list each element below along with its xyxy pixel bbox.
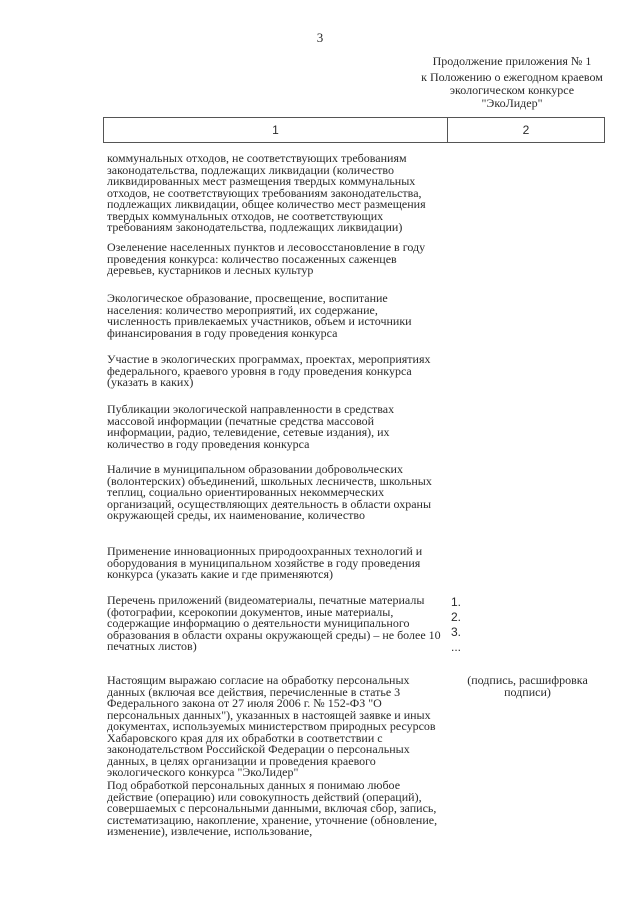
attachment-item-1: 1. <box>451 595 462 609</box>
attachments-list <box>451 595 461 652</box>
appendix-header <box>392 55 632 110</box>
column-header-table <box>103 117 605 143</box>
appendix-regulation-line: к Положению о ежегодном краевом <box>421 70 603 84</box>
paragraph-greening: Озеленение населенных пунктов и лесовосстановление в году проведения конкурса: количество посаженных саженцев деревьев, кустарников и лесных культур <box>107 240 426 277</box>
signature-note: (подпись, расшифровка подписи) <box>467 673 588 699</box>
paragraph-publications: Публикации экологической направленности в средствах массовой информации (печатные средства массовой информации, радио, телевидение, сетевые издания), их количество в году проведения конкурса <box>107 402 395 451</box>
attachment-more: ... <box>451 640 462 654</box>
paragraph-eco-education: Экологическое образование, просвещение, воспитание населения: количество мероприятий, их содержание, численность привлекаемых участников, объем и источники финансирования в году проведения конкурса <box>107 291 412 340</box>
page-number: 3 <box>316 30 324 45</box>
appendix-contest-name: "ЭкоЛидер" <box>481 96 543 110</box>
paragraph-consent: Настоящим выражаю согласие на обработку персональных данных (включая все действия, перечисленные в статье 3 Федерального закона от 27 июля 2006 г. № 152-ФЗ "О персональных данных"), указанных в настоящей заявке и иных документах, используемых министерством природных ресурсов Хабаровского края для их обработки в соответствии с законодательством Российской Федерации о персональных данных, в целях организации и проведения краевого экологического конкурса "ЭкоЛидер" <box>107 673 436 779</box>
attachment-item-2: 2. <box>451 610 462 624</box>
paragraph-attachments: Перечень приложений (видеоматериалы, печатные материалы (фотографии, ксерокопии документов, иные материалы, содержащие информацию о деятельности муниципального образования в области охраны окружающей среды) – не более 10 печатных листов) <box>107 593 441 653</box>
attachment-item-3: 3. <box>451 625 462 639</box>
appendix-contest-line: экологическом конкурсе <box>449 83 575 97</box>
paragraph-volunteer-orgs: Наличие в муниципальном образовании добровольческих (волонтерских) объединений, школьных лесничеств, школьных теплиц, социально ориентированных некоммерческих организаций, осуществляющих деятельность в области охраны окружающей среды, их наименование, количество <box>107 462 432 522</box>
paragraph-eco-programs: Участие в экологических программах, проектах, мероприятиях федерального, краевого уровня в году проведения конкурса (указать в каких) <box>107 352 431 389</box>
paragraph-processing-definition: Под обработкой персональных данных я понимаю любое действие (операцию) или совокупность действий (операций), совершаемых с персональными данными, включая сбор, запись, систематизацию, накопление, хранение, уточнение (обновление, изменение), извлечение, использование, <box>107 778 438 838</box>
paragraph-innovative-tech: Применение инновационных природоохранных технологий и оборудования в муниципальном хозяйстве в году проведения конкурса (указать какие и где применяются) <box>107 544 423 581</box>
column-header-2: 2 <box>522 123 530 137</box>
appendix-continuation-line: Продолжение приложения № 1 <box>432 54 592 68</box>
paragraph-waste-sites: коммунальных отходов, не соответствующих требованиям законодательства, подлежащих ликвидации (количество ликвидированных мест размещения твердых коммунальных отходов, не соответствующих требованиям законодательства, подлежащих ликвидации, общее количество мест размещения твердых коммунальных отходов, не соответствующих требованиям законодательства, подлежащих ликвидации) <box>107 151 426 234</box>
column-header-1: 1 <box>104 118 448 142</box>
